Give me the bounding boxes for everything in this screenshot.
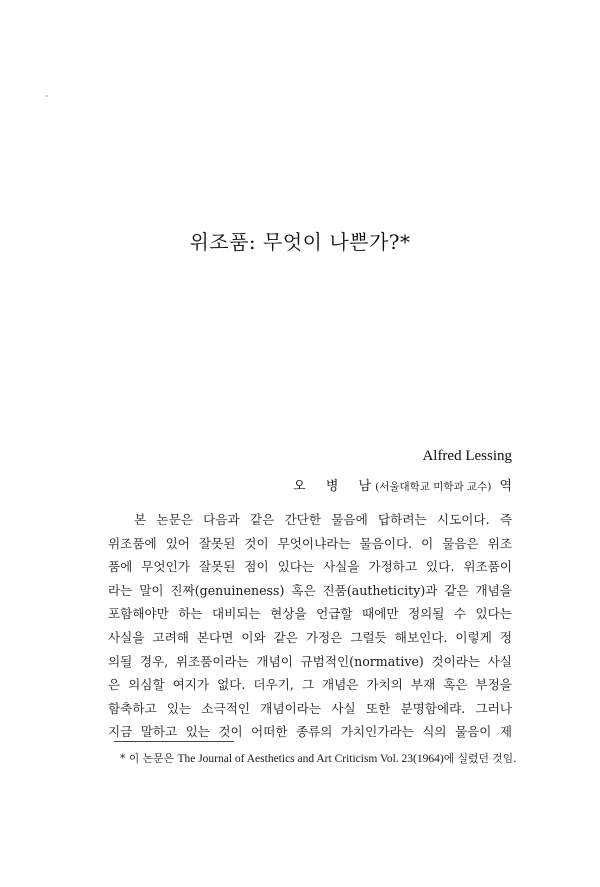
translator-role: 역 — [499, 479, 512, 494]
author-name: Alfred Lessing — [422, 448, 512, 464]
body-line: 사실을 고려해 본다면 이와 같은 가정은 그럴듯 해보인다. 이렇게 정 — [108, 629, 512, 645]
body-line: 은 의심할 여지가 없다. 더우기, 그 개념은 가치의 부재 혹은 부정을 — [108, 677, 512, 693]
article-title: 위조품: 무엇이 나쁜가?* — [189, 230, 411, 254]
body-line: 포함해야만 하는 대비되는 현상을 언급할 때에만 정의될 수 있다는 — [108, 606, 512, 622]
translator-line — [293, 475, 512, 494]
footnote-pre: 이 논문은 — [128, 752, 174, 765]
footnote-post: 에 실렸던 것임. — [443, 752, 517, 765]
body-line: 품에 무엇인가 잘못된 점이 있다는 사실을 가정하고 있다. 위조품이 — [108, 559, 512, 575]
body-line: 본 논문은 다음과 같은 간단한 물음에 답하려는 시도이다. 즉 — [134, 512, 512, 527]
footnote — [120, 751, 517, 766]
body-line: 위조품에 있어 잘못된 것이 무엇이냐라는 물음이다. 이 물음은 위조 — [108, 535, 512, 551]
body-line: 함축하고 있는 소극적인 개념이라는 사실 또한 분명함에랴. 그러나 — [108, 700, 512, 716]
body-line: 라는 말이 진짜(genuineness) 혹은 진품(autheticity)과 같은 개념을 — [108, 582, 512, 598]
translator-affiliation: (서울대학교 미학과 교수) — [375, 481, 492, 493]
body-line: 지금 말하고 있는 것이 어떠한 종류의 가치인가라는 식의 물음이 제 — [108, 724, 512, 740]
page-speck — [46, 95, 48, 97]
footnote-rule — [114, 741, 234, 742]
translator-name: 오 병 남 — [293, 479, 380, 494]
body-text — [108, 508, 512, 744]
footnote-marker: * — [120, 752, 126, 765]
footnote-source: The Journal of Aesthetics and Art Criticism Vol. 23(1964) — [177, 753, 444, 765]
body-line: 의될 경우, 위조품이라는 개념이 규범적인(normative) 것이라는 사실 — [108, 653, 512, 669]
